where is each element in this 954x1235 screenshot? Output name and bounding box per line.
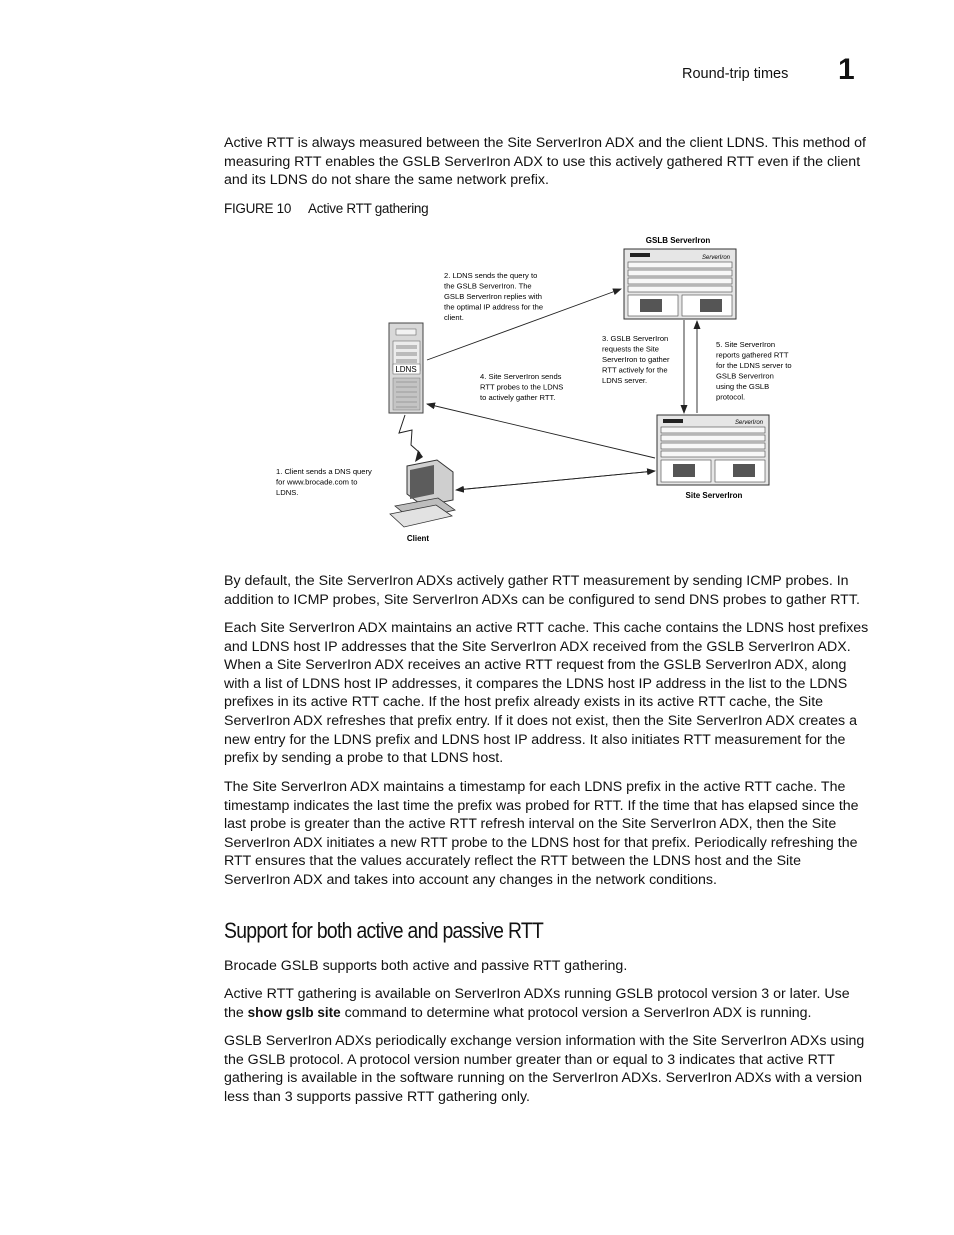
figure-label: FIGURE 10 — [224, 201, 292, 216]
ldns-label: LDNS — [395, 365, 417, 374]
step-1-text: 1. Client sends a DNS query for www.brocade.com to LDNS. — [276, 467, 372, 497]
show-gslb-site-command: show gslb site — [247, 1004, 341, 1020]
header-title: Round-trip times — [682, 66, 789, 82]
paragraph-protocol-version — [224, 985, 870, 1022]
arrow-site-to-ldns — [427, 404, 655, 458]
p5-before: Active RTT gathering is available on ServerIron ADXs running GSLB protocol version 3 or later. Use the — [224, 986, 850, 1021]
rtt-diagram — [260, 228, 820, 548]
paragraph-version-exchange: GSLB ServerIron ADXs periodically exchange version information with the Site ServerIron ADXs using the GSLB protocol. A protocol version number greater than or equal to 3 indicates that active RTT gathering is available in the software running on the ServerIron ADXs. ServerIron ADXs with a version less than 3 supports passive RTT gathering only. — [224, 1033, 865, 1105]
intro-paragraph: Active RTT is always measured between the Site ServerIron ADX and the client LDNS. This method of measuring RTT enables the GSLB ServerIron ADX to use this actively gathered RTT even if the client and its LDNS do not share the same network prefix. — [224, 135, 866, 189]
figure-caption — [224, 201, 428, 216]
chapter-number: 1 — [838, 53, 855, 86]
ldns-server — [389, 323, 423, 413]
step-4-text: 4. Site ServerIron sends RTT probes to the LDNS to actively gather RTT. — [480, 372, 564, 402]
gslb-serveriron-device — [624, 236, 736, 319]
site-serveriron-label: Site ServerIron — [685, 491, 743, 500]
paragraph-timestamp: The Site ServerIron ADX maintains a timestamp for each LDNS prefix in the active RTT cache. The timestamp indicates the last time the prefix was probed for RTT. If the time that has elapsed since the last probe is greater than the active RTT refresh interval on the Site ServerIron ADX, then the Site ServerIron ADX initiates a new RTT probe to the LDNS host for that prefix. Periodically refreshing the RTT ensures that the values accurately reflect the RTT between the LDNS host and the Site ServerIron ADX and takes into account any changes in the network conditions. — [224, 779, 859, 888]
paragraph-rtt-cache: Each Site ServerIron ADX maintains an active RTT cache. This cache contains the LDNS host prefixes and LDNS host IP addresses that the Site ServerIron ADX received from the GSLB ServerIron ADX. When a Site ServerIron ADX receives an active RTT request from the GSLB ServerIron ADX, along with a list of LDNS host IP addresses, it compares the LDNS host IP address in the list to the LDNS prefixes in its active RTT cache. If the host prefix already exists in its active RTT cache, the Site ServerIron ADX refreshes that prefix entry. If it does not exist, then the Site ServerIron ADX creates a new entry for the LDNS prefix and LDNS host IP address. It also initiates RTT measurement for the prefix by sending a probe to that LDNS host. — [224, 620, 869, 767]
site-serveriron-device — [657, 415, 769, 500]
client-computer — [390, 460, 455, 543]
step-3-text: 3. GSLB ServerIron requests the Site ServerIron to gather RTT actively for the LDNS server. — [602, 334, 670, 385]
p5-after: command to determine what protocol version a ServerIron ADX is running. — [340, 1004, 812, 1021]
paragraph-brocade-gslb: Brocade GSLB supports both active and passive RTT gathering. — [224, 958, 628, 974]
gslb-serveriron-label: GSLB ServerIron — [645, 236, 711, 245]
figure-title: Active RTT gathering — [308, 201, 429, 216]
paragraph-default-probes: By default, the Site ServerIron ADXs actively gather RTT measurement by sending ICMP probes. In addition to ICMP probes, Site ServerIron ADXs can be configured to send DNS probes to gather RTT. — [224, 573, 860, 608]
step-5-text: 5. Site ServerIron reports gathered RTT for the LDNS server to GSLB ServerIron using the GSLB protocol. — [716, 340, 792, 402]
lightning-link — [399, 415, 420, 453]
gslb-brand-label: ServerIron — [701, 255, 730, 261]
section-title: Support for both active and passive RTT — [224, 918, 544, 943]
client-label: Client — [406, 534, 430, 543]
site-brand-label: ServerIron — [734, 420, 763, 426]
step-2-text: 2. LDNS sends the query to the GSLB ServerIron. The GSLB ServerIron replies with the optimal IP address for the client. — [444, 271, 544, 322]
